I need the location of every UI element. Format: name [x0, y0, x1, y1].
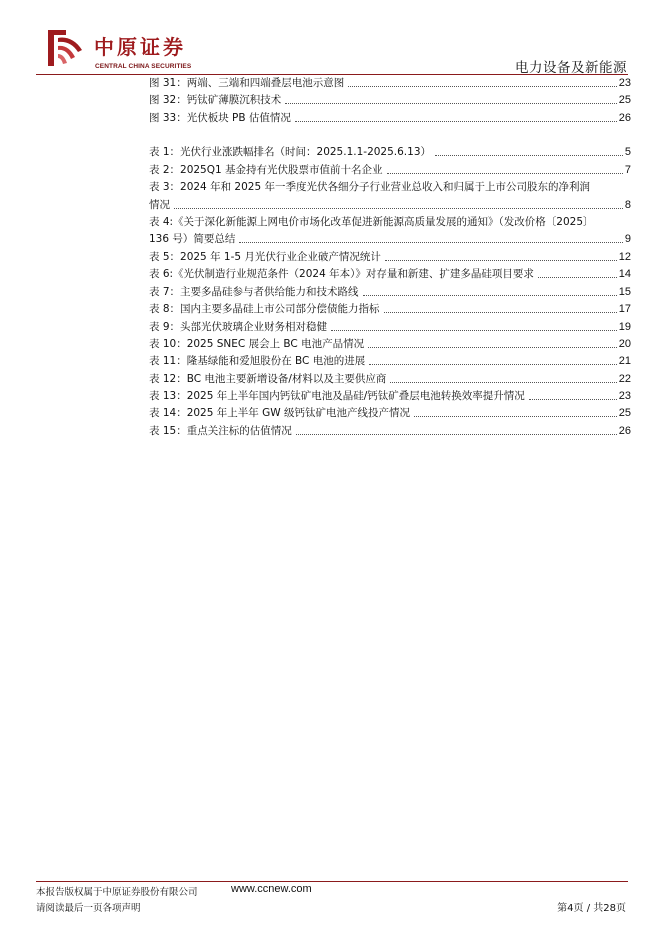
toc-entry-title: 表 11：隆基绿能和爱旭股份在 BC 电池的进展	[149, 355, 366, 367]
toc-leader-dots	[174, 208, 623, 209]
toc-entry-title: 图 31：两端、三端和四端叠层电池示意图	[149, 77, 345, 89]
toc-leader-dots	[368, 347, 617, 348]
toc-entry[interactable]	[149, 424, 631, 438]
toc-entry-title: 表 4:《关于深化新能源上网电价市场化改革促进新能源高质量发展的通知》（发改价格〔2025〕	[149, 216, 594, 228]
toc-entry-page: 12	[618, 251, 631, 263]
toc-entry-title: 表 9：头部光伏玻璃企业财务相对稳健	[149, 321, 328, 333]
toc-entry-page: 20	[618, 338, 631, 350]
footer-divider	[36, 881, 628, 882]
toc-entry-title: 表 6:《光伏制造行业规范条件（2024 年本）》对存量和新建、扩建多晶硅项目要求	[149, 268, 534, 280]
logo-emblem-icon	[44, 26, 90, 70]
toc-entry-title: 表 10：2025 SNEC 展会上 BC 电池产品情况	[149, 338, 365, 350]
toc-entry[interactable]	[149, 337, 631, 351]
toc-leader-dots	[348, 86, 617, 87]
toc-entry-page: 14	[618, 268, 631, 280]
toc-entry-first-line[interactable]	[149, 215, 631, 229]
toc-entry-page: 26	[618, 112, 631, 124]
toc-leader-dots	[331, 330, 617, 331]
toc-entry-title-continued: 情况	[149, 199, 170, 211]
logo-english-name: CENTRAL CHINA SECURITIES	[95, 63, 192, 70]
toc-entry-continuation[interactable]	[149, 198, 631, 212]
toc-entry[interactable]	[149, 285, 631, 299]
toc-entry-title: 表 5：2025 年 1-5 月光伏行业企业破产情况统计	[149, 251, 381, 263]
toc-leader-dots	[385, 260, 617, 261]
disclaimer-note: 请阅读最后一页各项声明	[36, 903, 141, 914]
website-link[interactable]: www.ccnew.com	[231, 883, 312, 895]
toc-entry[interactable]	[149, 354, 631, 368]
toc-leader-dots	[435, 155, 623, 156]
toc-leader-dots	[285, 103, 617, 104]
toc-entry-title: 图 33：光伏板块 PB 估值情况	[149, 112, 291, 124]
toc-entry-title: 表 2：2025Q1 基金持有光伏股票市值前十名企业	[149, 164, 383, 176]
toc-entry-title: 表 15：重点关注标的估值情况	[149, 425, 292, 437]
toc-entry-page: 22	[618, 373, 631, 385]
toc-entry[interactable]	[149, 145, 631, 159]
toc-entry[interactable]	[149, 76, 631, 90]
toc-entry[interactable]	[149, 250, 631, 264]
toc-entry[interactable]	[149, 93, 631, 107]
toc-entry[interactable]	[149, 163, 631, 177]
toc-entry-continuation[interactable]	[149, 232, 631, 246]
toc-entry-page: 19	[618, 321, 631, 333]
toc-leader-dots	[239, 242, 622, 243]
toc-entry-title: 表 7：主要多晶硅参与者供给能力和技术路线	[149, 286, 359, 298]
copyright-notice: 本报告版权属于中原证券股份有限公司	[36, 887, 198, 898]
toc-entry-page: 15	[618, 286, 631, 298]
toc-entry-page: 23	[618, 390, 631, 402]
toc-leader-dots	[529, 399, 617, 400]
toc-leader-dots	[387, 173, 623, 174]
header-divider	[36, 74, 628, 75]
toc-entry-page: 7	[624, 164, 631, 176]
page-number: 第4页 / 共28页	[557, 903, 626, 914]
toc-leader-dots	[363, 295, 617, 296]
page-header	[0, 0, 662, 75]
toc-entry-page: 25	[618, 94, 631, 106]
toc-entry-title: 表 14：2025 年上半年 GW 级钙钛矿电池产线投产情况	[149, 407, 410, 419]
toc-entry-page: 21	[618, 355, 631, 367]
toc-entry-page: 25	[618, 407, 631, 419]
toc-entry-first-line[interactable]	[149, 180, 631, 194]
section-title: 电力设备及新能源	[515, 60, 627, 76]
toc-leader-dots	[295, 121, 617, 122]
toc-entry-title: 表 13：2025 年上半年国内钙钛矿电池及晶硅/钙钛矿叠层电池转换效率提升情况	[149, 390, 525, 402]
toc-leader-dots	[390, 382, 616, 383]
toc-entry-title: 表 1：光伏行业涨跌幅排名（时间：2025.1.1-2025.6.13）	[149, 146, 432, 158]
toc-entry[interactable]	[149, 111, 631, 125]
toc-entry[interactable]	[149, 267, 631, 281]
toc-leader-dots	[384, 312, 617, 313]
toc-entry-page: 23	[618, 77, 631, 89]
toc-entry[interactable]	[149, 372, 631, 386]
toc-entry-title: 表 8：国内主要多晶硅上市公司部分偿债能力指标	[149, 303, 380, 315]
toc-entry[interactable]	[149, 389, 631, 403]
company-logo	[44, 26, 234, 70]
logo-chinese-name: 中原证券	[94, 35, 186, 59]
toc-entry-title-continued: 136 号）简要总结	[149, 233, 236, 245]
toc-entry-title: 表 3：2024 年和 2025 年一季度光伏各细分子行业营业总收入和归属于上市公司股东的净利润	[149, 181, 590, 193]
toc-entry-page: 5	[624, 146, 631, 158]
toc-leader-dots	[538, 277, 617, 278]
toc-entry-page: 8	[624, 199, 631, 211]
toc-entry-title: 表 12：BC 电池主要新增设备/材料以及主要供应商	[149, 373, 387, 385]
toc-entry[interactable]	[149, 302, 631, 316]
toc-entry-page: 17	[618, 303, 631, 315]
toc-entry[interactable]	[149, 320, 631, 334]
toc-entry[interactable]	[149, 406, 631, 420]
toc-leader-dots	[296, 434, 617, 435]
toc-leader-dots	[414, 416, 617, 417]
toc-entry-title: 图 32：钙钛矿薄膜沉积技术	[149, 94, 282, 106]
toc-entry-page: 9	[624, 233, 631, 245]
toc-leader-dots	[369, 364, 617, 365]
toc-entry-page: 26	[618, 425, 631, 437]
